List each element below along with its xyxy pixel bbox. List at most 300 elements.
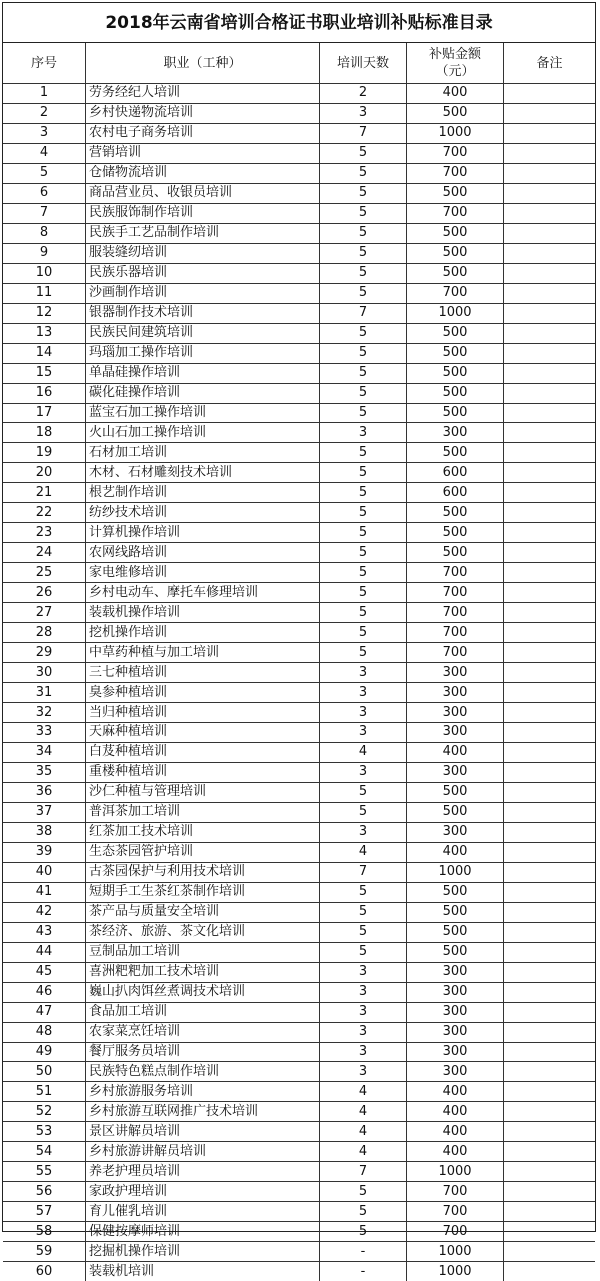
- cell-serial-number: 45: [3, 962, 86, 982]
- cell-training-days: 5: [320, 563, 407, 583]
- table-row: [3, 303, 595, 323]
- cell-training-days: 4: [320, 1142, 407, 1162]
- table-row: [3, 323, 595, 343]
- cell-subsidy-amount: 700: [407, 1182, 504, 1202]
- cell-subsidy-amount: 500: [407, 183, 504, 203]
- table-row: [3, 1222, 595, 1242]
- table-row: [3, 962, 595, 982]
- cell-occupation: 景区讲解员培训: [86, 1122, 320, 1142]
- cell-occupation: 沙画制作培训: [86, 283, 320, 303]
- cell-remarks: [504, 383, 596, 403]
- cell-occupation: 乡村电动车、摩托车修理培训: [86, 583, 320, 603]
- cell-remarks: [504, 902, 596, 922]
- cell-training-days: 5: [320, 1182, 407, 1202]
- cell-subsidy-amount: 400: [407, 1102, 504, 1122]
- cell-serial-number: 10: [3, 263, 86, 283]
- table-row: [3, 1082, 595, 1102]
- cell-training-days: 5: [320, 583, 407, 603]
- cell-subsidy-amount: 500: [407, 343, 504, 363]
- cell-subsidy-amount: 400: [407, 1122, 504, 1142]
- cell-remarks: [504, 1062, 596, 1082]
- cell-occupation: 民族民间建筑培训: [86, 323, 320, 343]
- cell-occupation: 家电维修培训: [86, 563, 320, 583]
- cell-remarks: [504, 323, 596, 343]
- table-row: [3, 243, 595, 263]
- cell-remarks: [504, 403, 596, 423]
- cell-subsidy-amount: 700: [407, 643, 504, 663]
- cell-training-days: 5: [320, 283, 407, 303]
- cell-occupation: 沙仁种植与管理培训: [86, 782, 320, 802]
- cell-occupation: 装载机操作培训: [86, 603, 320, 623]
- cell-remarks: [504, 862, 596, 882]
- cell-remarks: [504, 303, 596, 323]
- table-row: [3, 423, 595, 443]
- header-occupation: 职业（工种）: [86, 43, 320, 84]
- table-row: [3, 822, 595, 842]
- cell-training-days: 3: [320, 1022, 407, 1042]
- cell-occupation: 商品营业员、收银员培训: [86, 183, 320, 203]
- cell-subsidy-amount: 500: [407, 103, 504, 123]
- cell-subsidy-amount: 300: [407, 683, 504, 703]
- cell-serial-number: 18: [3, 423, 86, 443]
- header-subsidy-amount-unit: （元）: [407, 63, 503, 80]
- table-row: [3, 1102, 595, 1122]
- cell-serial-number: 13: [3, 323, 86, 343]
- cell-serial-number: 36: [3, 782, 86, 802]
- cell-subsidy-amount: 500: [407, 503, 504, 523]
- cell-serial-number: 33: [3, 723, 86, 743]
- cell-training-days: 5: [320, 323, 407, 343]
- table-row: [3, 882, 595, 902]
- header-training-days: 培训天数: [320, 43, 407, 84]
- cell-remarks: [504, 1082, 596, 1102]
- subsidy-table: [3, 43, 595, 1281]
- cell-occupation: 计算机操作培训: [86, 523, 320, 543]
- cell-remarks: [504, 663, 596, 683]
- cell-subsidy-amount: 300: [407, 1002, 504, 1022]
- cell-training-days: 5: [320, 1202, 407, 1222]
- cell-serial-number: 58: [3, 1222, 86, 1242]
- cell-remarks: [504, 1142, 596, 1162]
- cell-serial-number: 20: [3, 463, 86, 483]
- table-row: [3, 563, 595, 583]
- cell-occupation: 石材加工培训: [86, 443, 320, 463]
- cell-remarks: [504, 1162, 596, 1182]
- cell-occupation: 重楼种植培训: [86, 762, 320, 782]
- cell-occupation: 中草药种植与加工培训: [86, 643, 320, 663]
- table-row: [3, 742, 595, 762]
- cell-training-days: 7: [320, 862, 407, 882]
- cell-subsidy-amount: 400: [407, 842, 504, 862]
- cell-training-days: 5: [320, 183, 407, 203]
- cell-training-days: 4: [320, 1082, 407, 1102]
- cell-serial-number: 46: [3, 982, 86, 1002]
- cell-occupation: 红茶加工技术培训: [86, 822, 320, 842]
- cell-serial-number: 31: [3, 683, 86, 703]
- header-subsidy-amount: [407, 43, 504, 84]
- cell-subsidy-amount: 1000: [407, 1162, 504, 1182]
- cell-subsidy-amount: 700: [407, 623, 504, 643]
- table-row: [3, 942, 595, 962]
- cell-training-days: 3: [320, 703, 407, 723]
- table-row: [3, 902, 595, 922]
- cell-serial-number: 59: [3, 1242, 86, 1262]
- cell-serial-number: 35: [3, 762, 86, 782]
- cell-training-days: 3: [320, 1002, 407, 1022]
- cell-occupation: 挖机操作培训: [86, 623, 320, 643]
- cell-subsidy-amount: 600: [407, 463, 504, 483]
- cell-serial-number: 49: [3, 1042, 86, 1062]
- cell-occupation: 民族手工艺品制作培训: [86, 223, 320, 243]
- cell-remarks: [504, 922, 596, 942]
- cell-serial-number: 56: [3, 1182, 86, 1202]
- cell-training-days: 5: [320, 902, 407, 922]
- cell-remarks: [504, 1022, 596, 1042]
- cell-subsidy-amount: 700: [407, 583, 504, 603]
- table-row: [3, 643, 595, 663]
- table-row: [3, 103, 595, 123]
- cell-training-days: 5: [320, 143, 407, 163]
- cell-remarks: [504, 423, 596, 443]
- cell-training-days: 4: [320, 842, 407, 862]
- cell-training-days: 5: [320, 363, 407, 383]
- table-row: [3, 223, 595, 243]
- cell-remarks: [504, 723, 596, 743]
- cell-subsidy-amount: 300: [407, 982, 504, 1002]
- cell-remarks: [504, 543, 596, 563]
- cell-occupation: 养老护理员培训: [86, 1162, 320, 1182]
- cell-serial-number: 44: [3, 942, 86, 962]
- cell-training-days: -: [320, 1262, 407, 1281]
- cell-serial-number: 21: [3, 483, 86, 503]
- cell-serial-number: 27: [3, 603, 86, 623]
- cell-remarks: [504, 982, 596, 1002]
- cell-training-days: 7: [320, 1162, 407, 1182]
- cell-subsidy-amount: 700: [407, 163, 504, 183]
- cell-training-days: 5: [320, 523, 407, 543]
- cell-subsidy-amount: 700: [407, 203, 504, 223]
- cell-remarks: [504, 1102, 596, 1122]
- table-row: [3, 403, 595, 423]
- cell-occupation: 乡村快递物流培训: [86, 103, 320, 123]
- cell-serial-number: 43: [3, 922, 86, 942]
- cell-occupation: 巍山扒肉饵丝煮调技术培训: [86, 982, 320, 1002]
- table-row: [3, 1122, 595, 1142]
- header-serial-number: 序号: [3, 43, 86, 84]
- cell-occupation: 乡村旅游服务培训: [86, 1082, 320, 1102]
- cell-serial-number: 51: [3, 1082, 86, 1102]
- cell-serial-number: 42: [3, 902, 86, 922]
- table-row: [3, 623, 595, 643]
- header-remarks: 备注: [504, 43, 596, 84]
- cell-occupation: 育儿催乳培训: [86, 1202, 320, 1222]
- cell-serial-number: 26: [3, 583, 86, 603]
- table-row: [3, 1042, 595, 1062]
- cell-training-days: 5: [320, 383, 407, 403]
- table-row: [3, 663, 595, 683]
- cell-occupation: 天麻种植培训: [86, 723, 320, 743]
- cell-subsidy-amount: 500: [407, 363, 504, 383]
- cell-occupation: 农村电子商务培训: [86, 123, 320, 143]
- cell-occupation: 古茶园保护与利用技术培训: [86, 862, 320, 882]
- table-row: [3, 143, 595, 163]
- table-row: [3, 363, 595, 383]
- cell-occupation: 臭参种植培训: [86, 683, 320, 703]
- cell-serial-number: 4: [3, 143, 86, 163]
- cell-occupation: 茶经济、旅游、茶文化培训: [86, 922, 320, 942]
- table-row: [3, 1242, 595, 1262]
- cell-subsidy-amount: 300: [407, 423, 504, 443]
- cell-serial-number: 8: [3, 223, 86, 243]
- cell-remarks: [504, 463, 596, 483]
- cell-occupation: 蓝宝石加工操作培训: [86, 403, 320, 423]
- cell-training-days: 5: [320, 922, 407, 942]
- cell-serial-number: 6: [3, 183, 86, 203]
- cell-remarks: [504, 343, 596, 363]
- table-row: [3, 782, 595, 802]
- table-row: [3, 1002, 595, 1022]
- cell-subsidy-amount: 700: [407, 603, 504, 623]
- cell-training-days: 5: [320, 203, 407, 223]
- cell-occupation: 碳化硅操作培训: [86, 383, 320, 403]
- cell-remarks: [504, 443, 596, 463]
- table-row: [3, 543, 595, 563]
- cell-remarks: [504, 703, 596, 723]
- cell-training-days: 5: [320, 163, 407, 183]
- table-row: [3, 922, 595, 942]
- cell-training-days: 3: [320, 423, 407, 443]
- cell-remarks: [504, 742, 596, 762]
- cell-remarks: [504, 1002, 596, 1022]
- cell-occupation: 豆制品加工培训: [86, 942, 320, 962]
- table-row: [3, 1022, 595, 1042]
- cell-occupation: 茶产品与质量安全培训: [86, 902, 320, 922]
- cell-serial-number: 3: [3, 123, 86, 143]
- cell-subsidy-amount: 300: [407, 822, 504, 842]
- table-row: [3, 842, 595, 862]
- table-row: [3, 603, 595, 623]
- table-row: [3, 583, 595, 603]
- cell-remarks: [504, 263, 596, 283]
- cell-serial-number: 50: [3, 1062, 86, 1082]
- table-row: [3, 1162, 595, 1182]
- cell-training-days: 5: [320, 343, 407, 363]
- cell-training-days: 3: [320, 723, 407, 743]
- cell-occupation: 喜洲粑粑加工技术培训: [86, 962, 320, 982]
- cell-serial-number: 15: [3, 363, 86, 383]
- cell-serial-number: 57: [3, 1202, 86, 1222]
- cell-occupation: 农家菜烹饪培训: [86, 1022, 320, 1042]
- cell-remarks: [504, 1042, 596, 1062]
- table-row: [3, 183, 595, 203]
- cell-training-days: 4: [320, 1122, 407, 1142]
- cell-remarks: [504, 842, 596, 862]
- cell-training-days: 5: [320, 643, 407, 663]
- cell-remarks: [504, 203, 596, 223]
- cell-serial-number: 2: [3, 103, 86, 123]
- cell-remarks: [504, 1122, 596, 1142]
- cell-remarks: [504, 483, 596, 503]
- cell-occupation: 劳务经纪人培训: [86, 84, 320, 104]
- cell-serial-number: 30: [3, 663, 86, 683]
- cell-subsidy-amount: 500: [407, 922, 504, 942]
- cell-training-days: 5: [320, 802, 407, 822]
- cell-remarks: [504, 1262, 596, 1281]
- cell-training-days: 3: [320, 683, 407, 703]
- cell-training-days: 3: [320, 1042, 407, 1062]
- cell-remarks: [504, 283, 596, 303]
- cell-subsidy-amount: 500: [407, 882, 504, 902]
- cell-training-days: 3: [320, 1062, 407, 1082]
- table-row: [3, 802, 595, 822]
- table-row: [3, 1142, 595, 1162]
- cell-serial-number: 25: [3, 563, 86, 583]
- cell-occupation: 火山石加工操作培训: [86, 423, 320, 443]
- table-row: [3, 283, 595, 303]
- cell-remarks: [504, 762, 596, 782]
- cell-subsidy-amount: 700: [407, 563, 504, 583]
- cell-remarks: [504, 1242, 596, 1262]
- cell-occupation: 仓储物流培训: [86, 163, 320, 183]
- table-row: [3, 523, 595, 543]
- cell-remarks: [504, 782, 596, 802]
- subsidy-catalog-sheet: [2, 2, 596, 1232]
- cell-serial-number: 41: [3, 882, 86, 902]
- table-row: [3, 1182, 595, 1202]
- cell-serial-number: 34: [3, 742, 86, 762]
- cell-occupation: 普洱茶加工培训: [86, 802, 320, 822]
- cell-occupation: 营销培训: [86, 143, 320, 163]
- table-row: [3, 503, 595, 523]
- cell-training-days: 3: [320, 762, 407, 782]
- cell-remarks: [504, 583, 596, 603]
- cell-training-days: 5: [320, 483, 407, 503]
- cell-training-days: 5: [320, 623, 407, 643]
- table-row: [3, 203, 595, 223]
- table-header-row: [3, 43, 595, 84]
- cell-subsidy-amount: 300: [407, 762, 504, 782]
- cell-serial-number: 60: [3, 1262, 86, 1281]
- cell-subsidy-amount: 1000: [407, 862, 504, 882]
- table-row: [3, 762, 595, 782]
- table-row: [3, 463, 595, 483]
- cell-subsidy-amount: 300: [407, 723, 504, 743]
- table-row: [3, 263, 595, 283]
- cell-training-days: 5: [320, 503, 407, 523]
- cell-subsidy-amount: 400: [407, 84, 504, 104]
- cell-occupation: 纺纱技术培训: [86, 503, 320, 523]
- cell-subsidy-amount: 300: [407, 1022, 504, 1042]
- cell-occupation: 玛瑙加工操作培训: [86, 343, 320, 363]
- cell-occupation: 木材、石材雕刻技术培训: [86, 463, 320, 483]
- cell-training-days: 5: [320, 443, 407, 463]
- cell-serial-number: 38: [3, 822, 86, 842]
- cell-remarks: [504, 1182, 596, 1202]
- cell-serial-number: 47: [3, 1002, 86, 1022]
- table-row: [3, 383, 595, 403]
- cell-occupation: 餐厅服务员培训: [86, 1042, 320, 1062]
- table-row: [3, 443, 595, 463]
- cell-occupation: 白芨种植培训: [86, 742, 320, 762]
- cell-training-days: 5: [320, 543, 407, 563]
- table-row: [3, 862, 595, 882]
- cell-serial-number: 12: [3, 303, 86, 323]
- cell-remarks: [504, 882, 596, 902]
- cell-remarks: [504, 243, 596, 263]
- cell-remarks: [504, 223, 596, 243]
- cell-occupation: 民族特色糕点制作培训: [86, 1062, 320, 1082]
- cell-remarks: [504, 623, 596, 643]
- cell-remarks: [504, 822, 596, 842]
- cell-occupation: 装载机培训: [86, 1262, 320, 1281]
- cell-remarks: [504, 123, 596, 143]
- cell-remarks: [504, 1222, 596, 1242]
- table-row: [3, 683, 595, 703]
- cell-training-days: 4: [320, 1102, 407, 1122]
- table-row: [3, 723, 595, 743]
- cell-training-days: 5: [320, 403, 407, 423]
- cell-subsidy-amount: 500: [407, 902, 504, 922]
- cell-serial-number: 14: [3, 343, 86, 363]
- table-row: [3, 703, 595, 723]
- cell-subsidy-amount: 700: [407, 283, 504, 303]
- cell-serial-number: 53: [3, 1122, 86, 1142]
- cell-subsidy-amount: 500: [407, 523, 504, 543]
- cell-training-days: 5: [320, 603, 407, 623]
- cell-occupation: 食品加工培训: [86, 1002, 320, 1022]
- cell-remarks: [504, 363, 596, 383]
- cell-remarks: [504, 942, 596, 962]
- cell-training-days: 5: [320, 942, 407, 962]
- cell-serial-number: 28: [3, 623, 86, 643]
- cell-remarks: [504, 683, 596, 703]
- cell-subsidy-amount: 700: [407, 143, 504, 163]
- table-row: [3, 982, 595, 1002]
- cell-remarks: [504, 163, 596, 183]
- cell-serial-number: 29: [3, 643, 86, 663]
- cell-subsidy-amount: 500: [407, 403, 504, 423]
- cell-subsidy-amount: 400: [407, 742, 504, 762]
- cell-serial-number: 17: [3, 403, 86, 423]
- cell-training-days: 3: [320, 822, 407, 842]
- cell-training-days: 7: [320, 123, 407, 143]
- cell-subsidy-amount: 500: [407, 323, 504, 343]
- cell-subsidy-amount: 500: [407, 223, 504, 243]
- cell-serial-number: 1: [3, 84, 86, 104]
- cell-subsidy-amount: 600: [407, 483, 504, 503]
- cell-subsidy-amount: 1000: [407, 1242, 504, 1262]
- cell-serial-number: 39: [3, 842, 86, 862]
- cell-serial-number: 19: [3, 443, 86, 463]
- cell-remarks: [504, 603, 596, 623]
- cell-subsidy-amount: 500: [407, 243, 504, 263]
- cell-training-days: 5: [320, 1222, 407, 1242]
- cell-subsidy-amount: 300: [407, 663, 504, 683]
- cell-subsidy-amount: 500: [407, 942, 504, 962]
- cell-subsidy-amount: 500: [407, 263, 504, 283]
- table-row: [3, 343, 595, 363]
- cell-training-days: -: [320, 1242, 407, 1262]
- cell-serial-number: 37: [3, 802, 86, 822]
- cell-occupation: 家政护理培训: [86, 1182, 320, 1202]
- table-row: [3, 84, 595, 104]
- table-body: [3, 84, 595, 1281]
- cell-remarks: [504, 503, 596, 523]
- cell-occupation: 当归种植培训: [86, 703, 320, 723]
- cell-occupation: 服装缝纫培训: [86, 243, 320, 263]
- cell-remarks: [504, 1202, 596, 1222]
- cell-serial-number: 40: [3, 862, 86, 882]
